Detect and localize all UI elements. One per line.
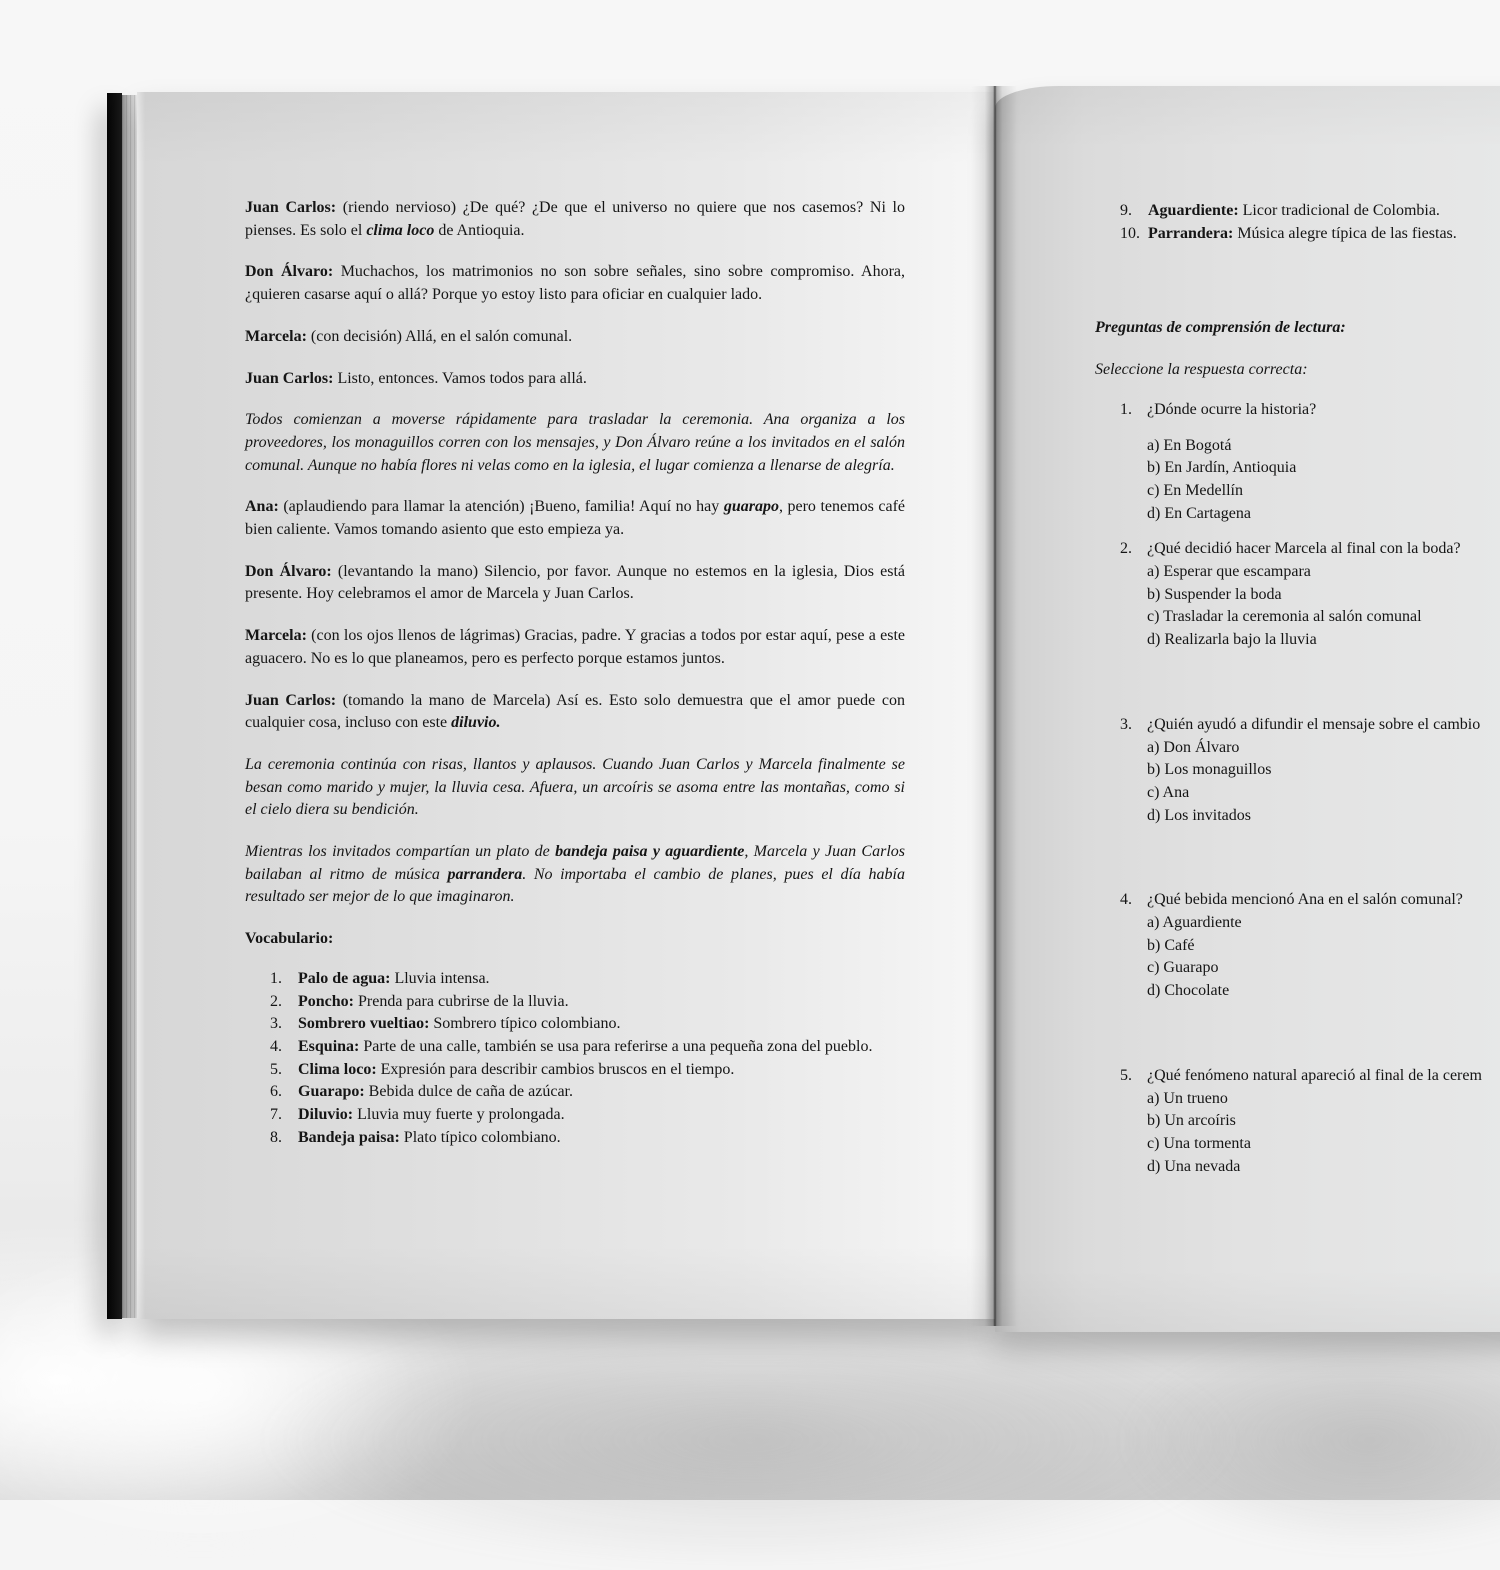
answer-option: d) Chocolate — [1147, 982, 1230, 1000]
answer-option: c) Trasladar la ceremonia al salón comunal — [1147, 608, 1422, 626]
story-paragraph — [245, 754, 905, 822]
text-segment: , Marcela y Juan Carlos bailaban al ritmo de música — [245, 843, 905, 883]
question-text: ¿Dónde ocurre la historia? — [1147, 400, 1317, 418]
question-line — [1120, 889, 1500, 912]
speaker-name: Juan Carlos: — [245, 691, 337, 709]
story-paragraph — [245, 409, 905, 477]
question-block — [1120, 889, 1500, 1003]
speaker-name: Don Álvaro: — [245, 562, 332, 580]
speaker-name: Don Álvaro: — [245, 263, 334, 281]
question-number: 5. — [1120, 1066, 1132, 1084]
vocab-term: Guarapo: — [298, 1083, 365, 1101]
vocabulary-item — [270, 1104, 905, 1127]
right-page-content — [995, 86, 1500, 1332]
answer-option: c) En Medellín — [1147, 481, 1243, 499]
vocab-number: 10. — [1120, 224, 1140, 242]
page-edge-stack — [122, 95, 137, 1318]
vocabulary-item — [270, 1127, 905, 1150]
speaker-name: Juan Carlos: — [245, 199, 337, 216]
vocab-number: 7. — [270, 1106, 282, 1124]
vocab-term: Palo de agua: — [298, 969, 391, 987]
vocab-term: Clima loco: — [298, 1060, 377, 1078]
text-segment: (aplaudiendo para llamar la atención) ¡Bueno, familia! Aquí no hay — [278, 498, 724, 516]
options-list — [1120, 737, 1500, 828]
speaker-name: Marcela: — [245, 627, 307, 645]
answer-option: c) Una tormenta — [1147, 1134, 1251, 1152]
answer-option: b) Suspender la boda — [1147, 585, 1282, 603]
options-list — [1120, 435, 1500, 526]
speaker-name: Marcela: — [245, 327, 307, 345]
vocab-term: Aguardiente: — [1148, 202, 1239, 219]
vocabulary-heading: Vocabulario: — [245, 930, 334, 948]
answer-option: a) Un trueno — [1147, 1089, 1228, 1107]
question-text: ¿Qué bebida mencionó Ana en el salón comunal? — [1147, 891, 1463, 909]
text-segment: Muchachos, los matrimonios no son sobre señales, sino sobre compromiso. Ahora, ¿quieren casarse aquí o allá? Porque yo estoy listo para oficiar en cualquier lado. — [245, 263, 906, 304]
text-segment: guarapo — [723, 498, 779, 516]
options-list — [1120, 912, 1500, 1003]
vocabulary-item — [270, 968, 905, 991]
question-block — [1120, 1065, 1500, 1179]
text-segment: Todos comienzan a moverse rápidamente para trasladar la ceremonia. Ana organiza a los proveedores, los monaguillos corren con los mensajes, y Don Álvaro reúne a los invitados en el salón comunal. Aunque no había flores ni velas como en la iglesia, el lugar comienza a llenarse de alegría. — [245, 411, 905, 474]
vocabulary-item — [270, 1059, 905, 1082]
answer-option: a) Esperar que escampara — [1147, 563, 1311, 581]
left-page-content — [137, 92, 995, 1319]
text-segment: (tomando la mano de Marcela) Así es. Esto solo demuestra que el amor puede con cualquier cosa, incluso con este — [245, 691, 905, 732]
right-page — [995, 86, 1500, 1332]
answer-option: a) Don Álvaro — [1147, 738, 1240, 756]
text-segment: diluvio. — [451, 714, 501, 732]
answer-option: d) Los invitados — [1147, 806, 1251, 824]
text-segment: bandeja paisa y aguardiente — [555, 843, 745, 861]
question-number: 4. — [1120, 891, 1132, 909]
vocab-body — [298, 1059, 905, 1082]
text-segment: clima loco — [366, 221, 435, 239]
vocab-number: 9. — [1120, 202, 1132, 219]
vocab-definition: Música alegre típica de las fiestas. — [1237, 224, 1457, 242]
text-segment: . No importaba el cambio de planes, pues el día había resultado ser mejor de lo que imaginaron. — [245, 865, 905, 906]
vocabulary-item — [270, 1081, 905, 1104]
instruction-line: Seleccione la respuesta correcta: — [1095, 361, 1308, 379]
vocab-body — [298, 1127, 905, 1150]
vocab-number: 5. — [270, 1060, 282, 1078]
story-paragraph — [245, 496, 905, 541]
question-block — [1120, 714, 1500, 828]
text-segment: de Antioquia. — [434, 221, 525, 239]
question-block — [1120, 538, 1500, 652]
story-paragraph — [245, 625, 905, 670]
vocab-definition: Lluvia intensa. — [394, 969, 490, 987]
question-text: ¿Quién ayudó a difundir el mensaje sobre el cambio — [1147, 715, 1481, 733]
answer-option: d) En Cartagena — [1147, 504, 1251, 522]
vocab-term: Sombrero vueltiao: — [298, 1015, 430, 1033]
vocabulary-item — [270, 991, 905, 1014]
vocab-definition: Licor tradicional de Colombia. — [1242, 202, 1440, 219]
text-segment: Listo, entonces. Vamos todos para allá. — [333, 369, 587, 387]
vocab-body — [298, 1013, 905, 1036]
vocab-body — [1148, 223, 1500, 246]
text-segment: (riendo nervioso) ¿De qué? ¿De que el universo no quiere que nos casemos? Ni lo pienses. Es solo el — [245, 199, 906, 239]
vocab-number: 6. — [270, 1083, 282, 1101]
story-paragraph — [245, 841, 905, 909]
vocab-term: Poncho: — [298, 992, 354, 1010]
vocabulary-list — [245, 968, 905, 1150]
question-text: ¿Qué fenómeno natural apareció al final de la cerem — [1147, 1066, 1482, 1084]
question-text: ¿Qué decidió hacer Marcela al final con la boda? — [1147, 540, 1461, 558]
vocabulary-item — [1120, 223, 1500, 246]
answer-option: d) Una nevada — [1147, 1157, 1241, 1175]
vocab-term: Esquina: — [298, 1037, 360, 1055]
vocabulary-item — [270, 1013, 905, 1036]
text-segment: , pero tenemos café bien caliente. Vamos tomando asiento que esto empieza ya. — [245, 498, 905, 539]
text-segment: parrandera — [447, 865, 523, 883]
question-line — [1120, 399, 1500, 422]
answer-option: c) Guarapo — [1147, 959, 1219, 977]
text-segment: (con los ojos llenos de lágrimas) Gracias, padre. Y gracias a todos por estar aquí, pese a este aguacero. No es lo que planeamos, pero es perfecto porque estamos juntos. — [245, 627, 905, 667]
question-number: 3. — [1120, 715, 1132, 733]
vocab-definition: Expresión para describir cambios bruscos en el tiempo. — [380, 1060, 735, 1078]
vocabulary-list-continued — [1095, 200, 1500, 245]
vocab-term: Diluvio: — [298, 1106, 354, 1124]
vocab-body — [298, 1036, 905, 1059]
comprehension-heading: Preguntas de comprensión de lectura: — [1095, 319, 1346, 337]
vocab-body — [298, 968, 905, 991]
text-segment: (levantando la mano) Silencio, por favor. Aunque no estemos en la iglesia, Dios está presente. Hoy celebramos el amor de Marcela y Juan Carlos. — [245, 562, 906, 603]
story-paragraph — [245, 197, 905, 242]
vocab-definition: Plato típico colombiano. — [403, 1128, 561, 1146]
vocab-definition: Bebida dulce de caña de azúcar. — [368, 1083, 573, 1101]
answer-option: b) Café — [1147, 936, 1195, 954]
vocab-body — [1148, 200, 1500, 223]
answer-option: c) Ana — [1147, 783, 1190, 801]
story-paragraph — [245, 561, 905, 606]
speaker-name: Juan Carlos: — [245, 369, 334, 387]
vocab-number: 1. — [270, 969, 282, 987]
answer-option: b) En Jardín, Antioquia — [1147, 459, 1297, 477]
vocab-body — [298, 1104, 905, 1127]
book-cover-spine — [107, 93, 122, 1319]
vocab-number: 3. — [270, 1015, 282, 1033]
story-paragraph — [245, 326, 905, 349]
speaker-name: Ana: — [245, 498, 279, 516]
dialogue-section — [245, 197, 905, 909]
questions-list — [1095, 399, 1500, 1179]
vocabulary-item — [1120, 200, 1500, 223]
text-segment: (con decisión) Allá, en el salón comunal. — [306, 327, 573, 345]
vocab-number: 4. — [270, 1037, 282, 1055]
options-list — [1120, 561, 1500, 652]
answer-option: b) Los monaguillos — [1147, 761, 1272, 779]
vocab-definition: Lluvia muy fuerte y prolongada. — [357, 1106, 565, 1124]
answer-option: a) Aguardiente — [1147, 914, 1242, 932]
text-segment: Mientras los invitados compartían un plato de — [245, 843, 556, 861]
left-page — [137, 92, 995, 1319]
answer-option: a) En Bogotá — [1147, 436, 1232, 454]
question-line — [1120, 1065, 1500, 1088]
vocab-body — [298, 1081, 905, 1104]
answer-option: d) Realizarla bajo la lluvia — [1147, 631, 1317, 649]
question-line — [1120, 714, 1500, 737]
story-paragraph — [245, 690, 905, 735]
vocab-definition: Prenda para cubrirse de la lluvia. — [358, 992, 569, 1010]
story-paragraph — [245, 368, 905, 391]
vocab-number: 8. — [270, 1128, 282, 1146]
answer-option: b) Un arcoíris — [1147, 1112, 1236, 1130]
story-paragraph — [245, 261, 905, 306]
options-list — [1120, 1088, 1500, 1179]
vocab-definition: Sombrero típico colombiano. — [433, 1015, 621, 1033]
vocab-term: Parrandera: — [1148, 224, 1234, 242]
question-line — [1120, 538, 1500, 561]
question-block — [1120, 399, 1500, 526]
vocab-body — [298, 991, 905, 1014]
question-number: 1. — [1120, 400, 1132, 418]
question-number: 2. — [1120, 540, 1132, 558]
vocabulary-item — [270, 1036, 905, 1059]
vocab-definition: Parte de una calle, también se usa para referirse a una pequeña zona del pueblo. — [363, 1037, 873, 1055]
text-segment: La ceremonia continúa con risas, llantos y aplausos. Cuando Juan Carlos y Marcela finalmente se besan como marido y mujer, la lluvia cesa. Afuera, un arcoíris se asoma entre las montañas, como si el cielo diera su bendición. — [245, 755, 905, 819]
vocab-number: 2. — [270, 992, 282, 1010]
vocab-term: Bandeja paisa: — [298, 1128, 400, 1146]
